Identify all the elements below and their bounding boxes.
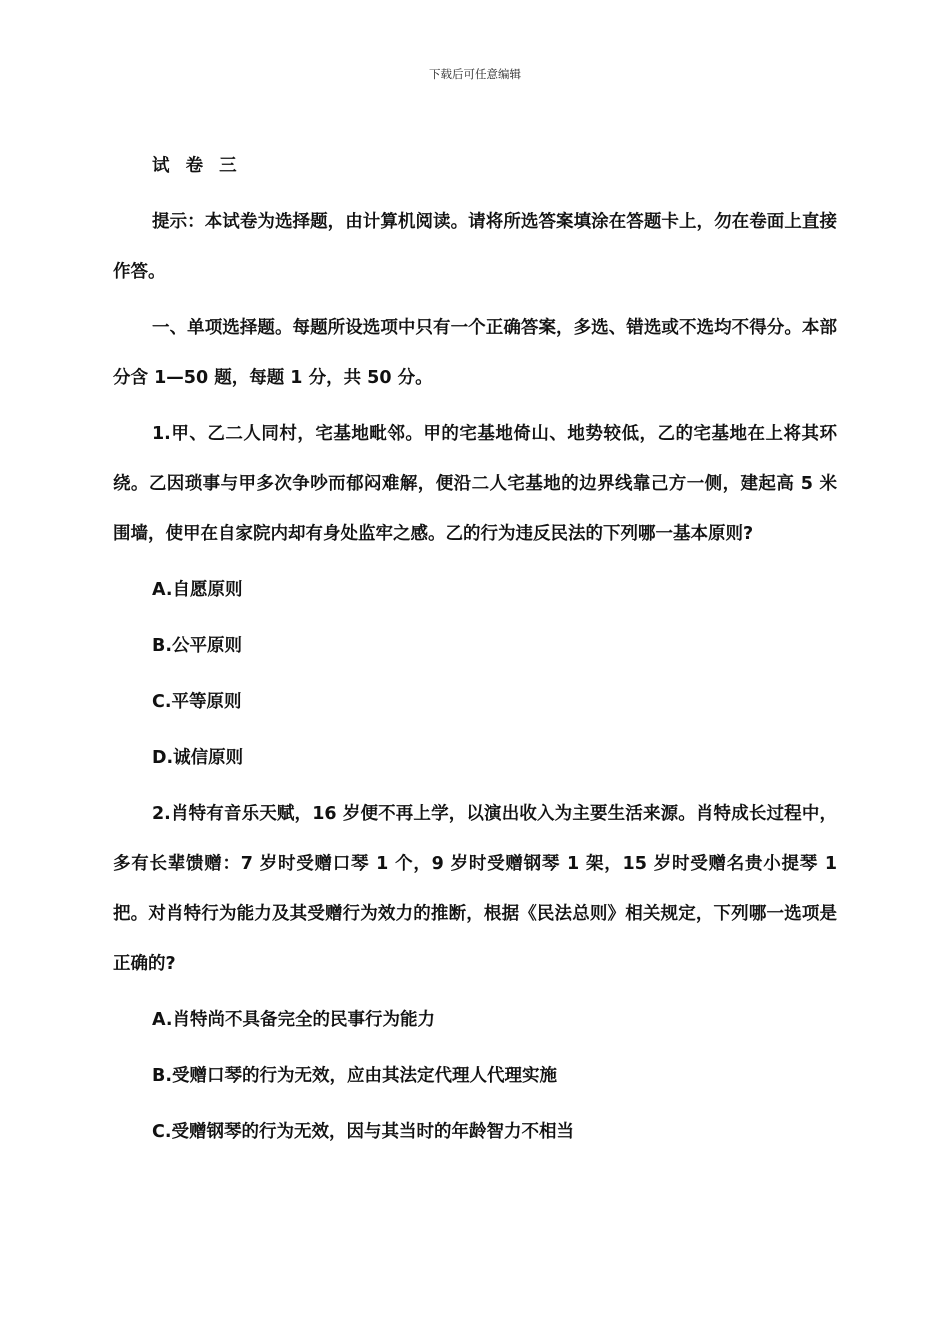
answer-option: C.受赠钢琴的行为无效，因与其当时的年龄智力不相当	[152, 1122, 574, 1142]
answer-option: A.自愿原则	[152, 580, 243, 600]
section-instructions: 一、单项选择题。每题所设选项中只有一个正确答案，多选、错选或不选均不得分。本部分含 1—50 题，每题 1 分，共 50 分。	[113, 318, 837, 388]
answer-option: C.平等原则	[152, 692, 242, 712]
answer-option: A.肖特尚不具备完全的民事行为能力	[152, 1010, 436, 1030]
exam-title: 试 卷 三	[152, 156, 242, 176]
answer-option: B.受赠口琴的行为无效，应由其法定代理人代理实施	[152, 1066, 557, 1086]
answer-option: B.公平原则	[152, 636, 242, 656]
exam-tip: 提示：本试卷为选择题，由计算机阅读。请将所选答案填涂在答题卡上，勿在卷面上直接作答。	[113, 212, 837, 282]
question-stem: 2.肖特有音乐天赋，16 岁便不再上学，以演出收入为主要生活来源。肖特成长过程中，多有长辈馈赠：7 岁时受赠口琴 1 个，9 岁时受赠钢琴 1 架，15 岁时受赠名贵小提琴 1 把。对肖特行为能力及其受赠行为效力的推断，根据《民法总则》相关规定，下列哪一选项是正确的?	[113, 804, 837, 974]
question-stem: 1.甲、乙二人同村，宅基地毗邻。甲的宅基地倚山、地势较低，乙的宅基地在上将其环绕。乙因琐事与甲多次争吵而郁闷难解，便沿二人宅基地的边界线靠己方一侧，建起高 5 米围墙，使甲在自家院内却有身处监牢之感。乙的行为违反民法的下列哪一基本原则?	[113, 424, 837, 544]
header-note: 下载后可任意编辑	[429, 67, 521, 81]
answer-option: D.诚信原则	[152, 748, 244, 768]
exam-content	[113, 141, 837, 1163]
